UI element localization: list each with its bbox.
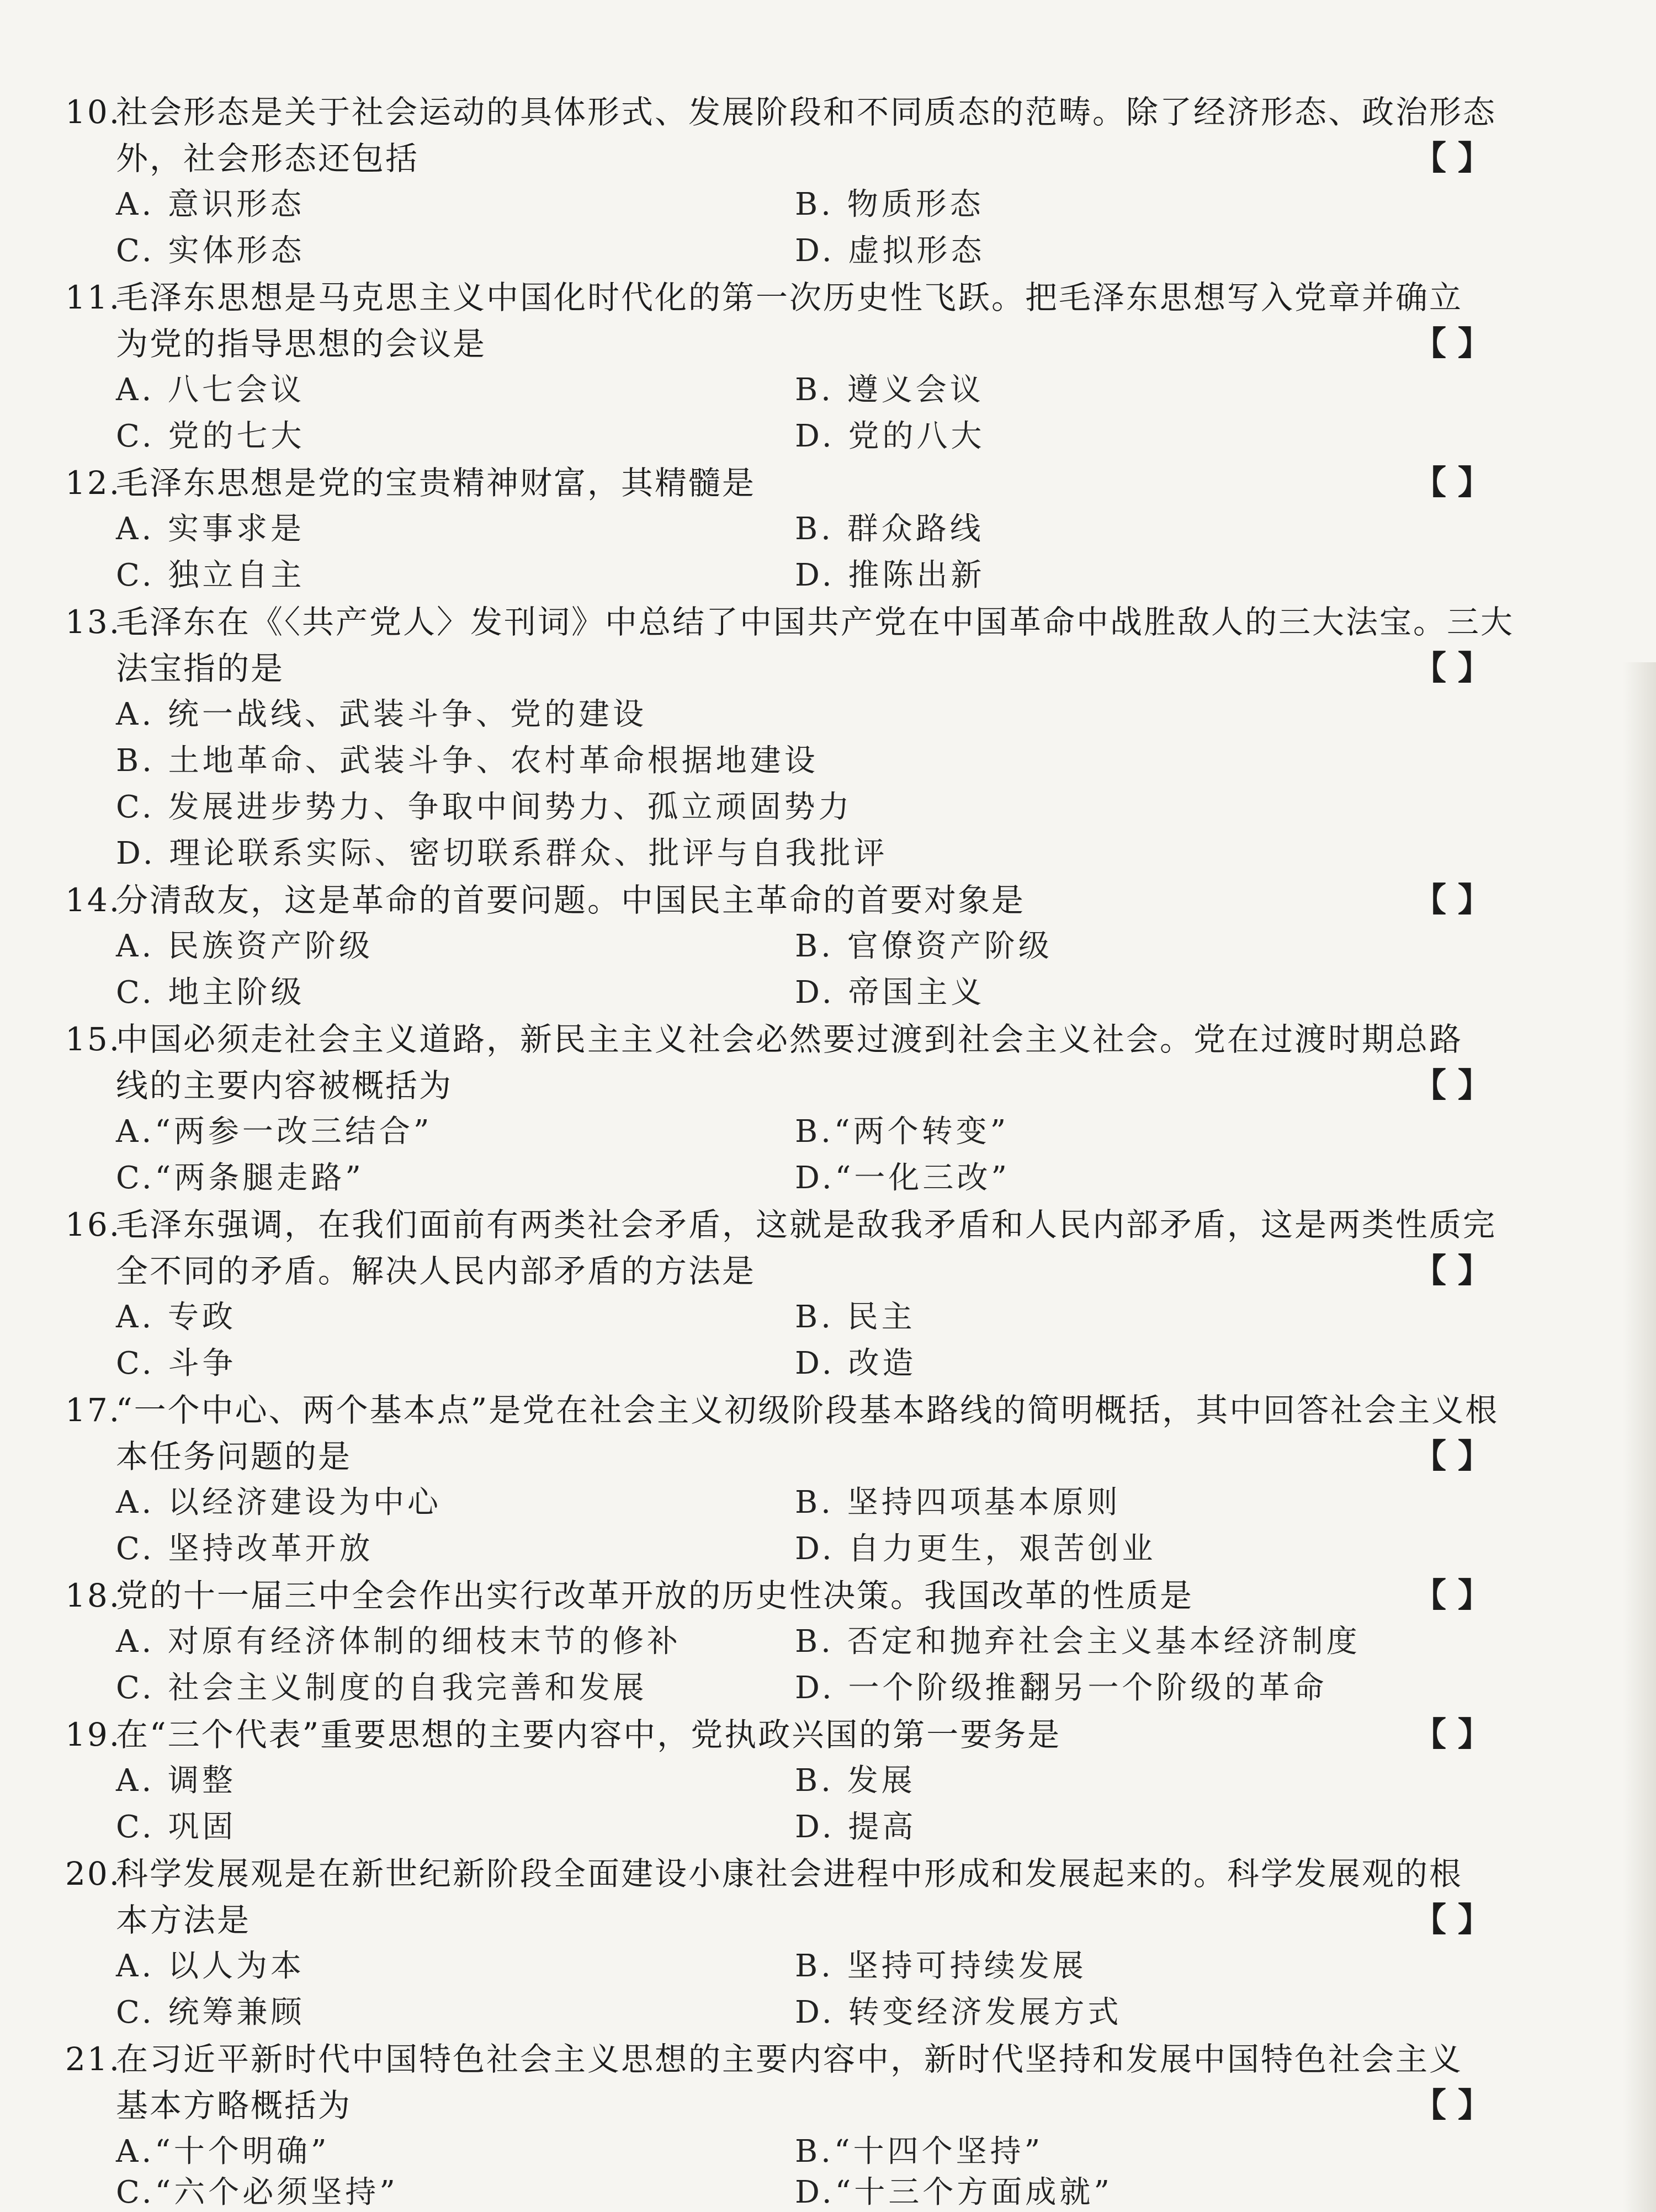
answer-bracket[interactable]: 【 】	[1413, 1715, 1491, 1754]
answer-bracket[interactable]: 【 】	[1413, 2086, 1491, 2125]
question-stem-line: 线的主要内容被概括为	[116, 1067, 453, 1104]
option-b: B. 否定和抛弃社会主义基本经济制度	[795, 1624, 1361, 1660]
option-a: A. 民族资产阶级	[116, 928, 374, 964]
option-a: A. 调整	[116, 1763, 237, 1799]
option-a: A.“十个明确”	[116, 2134, 330, 2170]
option-c: C. 党的七大	[116, 418, 305, 454]
question-number: 15.	[65, 1020, 121, 1058]
question-stem-line: 毛泽东思想是党的宝贵精神财富，其精髓是	[116, 464, 756, 502]
question-stem-line: 毛泽东强调，在我们面前有两类社会矛盾，这就是敌我矛盾和人民内部矛盾，这是两类性质完	[116, 1206, 1497, 1243]
question-number: 13.	[65, 603, 121, 641]
option-b: B. 发展	[795, 1763, 916, 1799]
question-stem-line: “一个中心、两个基本点”是党在社会主义初级阶段基本路线的简明概括，其中回答社会主义根	[116, 1391, 1499, 1429]
question-stem-line: 中国必须走社会主义道路，新民主主义社会必然要过渡到社会主义社会。党在过渡时期总路	[116, 1020, 1463, 1058]
question-stem-line: 分清敌友，这是革命的首要问题。中国民主革命的首要对象是	[116, 881, 1026, 919]
option-d: D. 自力更生，艰苦创业	[795, 1531, 1156, 1567]
option-a: A. 实事求是	[116, 511, 305, 547]
question-number: 12.	[65, 464, 121, 502]
answer-bracket[interactable]: 【 】	[1413, 325, 1491, 363]
answer-bracket[interactable]: 【 】	[1413, 139, 1491, 178]
option-a: A.“两参一改三结合”	[116, 1114, 433, 1150]
question-stem-line: 在“三个代表”重要思想的主要内容中，党执政兴国的第一要务是	[116, 1716, 1061, 1753]
option-d: D. 一个阶级推翻另一个阶级的革命	[795, 1670, 1328, 1706]
question-stem-line: 法宝指的是	[116, 650, 285, 687]
question-stem-line: 本方法是	[116, 1901, 251, 1939]
option-b: B. 物质形态	[795, 187, 984, 222]
answer-bracket[interactable]: 【 】	[1413, 464, 1491, 502]
option-a: A. 专政	[116, 1299, 237, 1335]
question-number: 16.	[65, 1206, 121, 1243]
question-number: 11.	[65, 279, 121, 316]
question-number: 21.	[65, 2040, 121, 2078]
question-stem-line: 党的十一届三中全会作出实行改革开放的历史性决策。我国改革的性质是	[116, 1577, 1194, 1614]
option-b: B.“两个转变”	[795, 1114, 1010, 1150]
option-c: C. 统筹兼顾	[116, 1995, 305, 2030]
option-c: C. 坚持改革开放	[116, 1531, 374, 1567]
question-stem-line: 毛泽东思想是马克思主义中国化时代化的第一次历史性飞跃。把毛泽东思想写入党章并确立	[116, 279, 1463, 316]
answer-bracket[interactable]: 【 】	[1413, 1576, 1491, 1615]
option-b: B. 官僚资产阶级	[795, 928, 1053, 964]
question-stem-line: 本任务问题的是	[116, 1438, 352, 1475]
option-a: A. 意识形态	[116, 187, 305, 222]
option-d: D. 转变经济发展方式	[795, 1995, 1122, 2030]
option-a: A. 八七会议	[116, 372, 305, 408]
option-a: A. 以经济建设为中心	[116, 1485, 442, 1520]
option-c: C.“六个必须坚持”	[116, 2174, 399, 2210]
question-number: 19.	[65, 1716, 121, 1753]
question-stem-line: 社会形态是关于社会运动的具体形式、发展阶段和不同质态的范畴。除了经济形态、政治形态	[116, 93, 1497, 131]
option-a: A. 以人为本	[116, 1948, 305, 1984]
option-c: C. 社会主义制度的自我完善和发展	[116, 1670, 647, 1706]
question-stem-line: 全不同的矛盾。解决人民内部矛盾的方法是	[116, 1252, 756, 1290]
option-b: B. 坚持四项基本原则	[795, 1485, 1121, 1520]
option-d: D. 理论联系实际、密切联系群众、批评与自我批评	[116, 836, 888, 871]
question-number: 20.	[65, 1855, 121, 1892]
answer-bracket[interactable]: 【 】	[1413, 649, 1491, 688]
option-b: B. 坚持可持续发展	[795, 1948, 1087, 1984]
option-b: B. 土地革命、武装斗争、农村革命根据地建设	[116, 743, 819, 779]
option-d: D.“十三个方面成就”	[795, 2174, 1113, 2210]
question-stem-line: 基本方略概括为	[116, 2087, 352, 2124]
question-stem-line: 在习近平新时代中国特色社会主义思想的主要内容中，新时代坚持和发展中国特色社会主义	[116, 2040, 1463, 2078]
option-d: D. 改造	[795, 1346, 917, 1381]
option-d: D.“一化三改”	[795, 1160, 1010, 1196]
option-b: B. 民主	[795, 1299, 916, 1335]
question-stem-line: 为党的指导思想的会议是	[116, 325, 487, 363]
page-edge-shadow	[1623, 662, 1656, 2212]
option-c: C.“两条腿走路”	[116, 1160, 364, 1196]
option-a: A. 对原有经济体制的细枝末节的修补	[116, 1624, 682, 1660]
answer-bracket[interactable]: 【 】	[1413, 1252, 1491, 1290]
option-c: C. 巩固	[116, 1809, 237, 1845]
option-c: C. 发展进步势力、争取中间势力、孤立顽固势力	[116, 789, 853, 825]
option-b: B. 群众路线	[795, 511, 984, 547]
option-d: D. 帝国主义	[795, 975, 985, 1011]
question-stem-line: 科学发展观是在新世纪新阶段全面建设小康社会进程中形成和发展起来的。科学发展观的根	[116, 1855, 1463, 1892]
option-c: C. 斗争	[116, 1346, 237, 1381]
option-a: A. 统一战线、武装斗争、党的建设	[116, 696, 647, 732]
option-d: D. 推陈出新	[795, 557, 985, 593]
question-stem-line: 外，社会形态还包括	[116, 140, 420, 177]
answer-bracket[interactable]: 【 】	[1413, 1066, 1491, 1105]
option-d: D. 虚拟形态	[795, 233, 985, 269]
question-number: 17.	[65, 1391, 121, 1429]
answer-bracket[interactable]: 【 】	[1413, 881, 1491, 919]
answer-bracket[interactable]: 【 】	[1413, 1437, 1491, 1476]
question-number: 14.	[65, 881, 121, 919]
option-d: D. 党的八大	[795, 418, 985, 454]
question-number: 10.	[65, 93, 121, 131]
option-d: D. 提高	[795, 1809, 917, 1845]
option-c: C. 独立自主	[116, 557, 305, 593]
option-c: C. 地主阶级	[116, 975, 305, 1011]
option-b: B.“十四个坚持”	[795, 2134, 1044, 2170]
option-b: B. 遵义会议	[795, 372, 984, 408]
option-c: C. 实体形态	[116, 233, 305, 269]
question-number: 18.	[65, 1577, 121, 1614]
answer-bracket[interactable]: 【 】	[1413, 1901, 1491, 1939]
question-stem-line: 毛泽东在《〈共产党人〉发刊词》中总结了中国共产党在中国革命中战胜敌人的三大法宝。三大	[116, 603, 1515, 641]
